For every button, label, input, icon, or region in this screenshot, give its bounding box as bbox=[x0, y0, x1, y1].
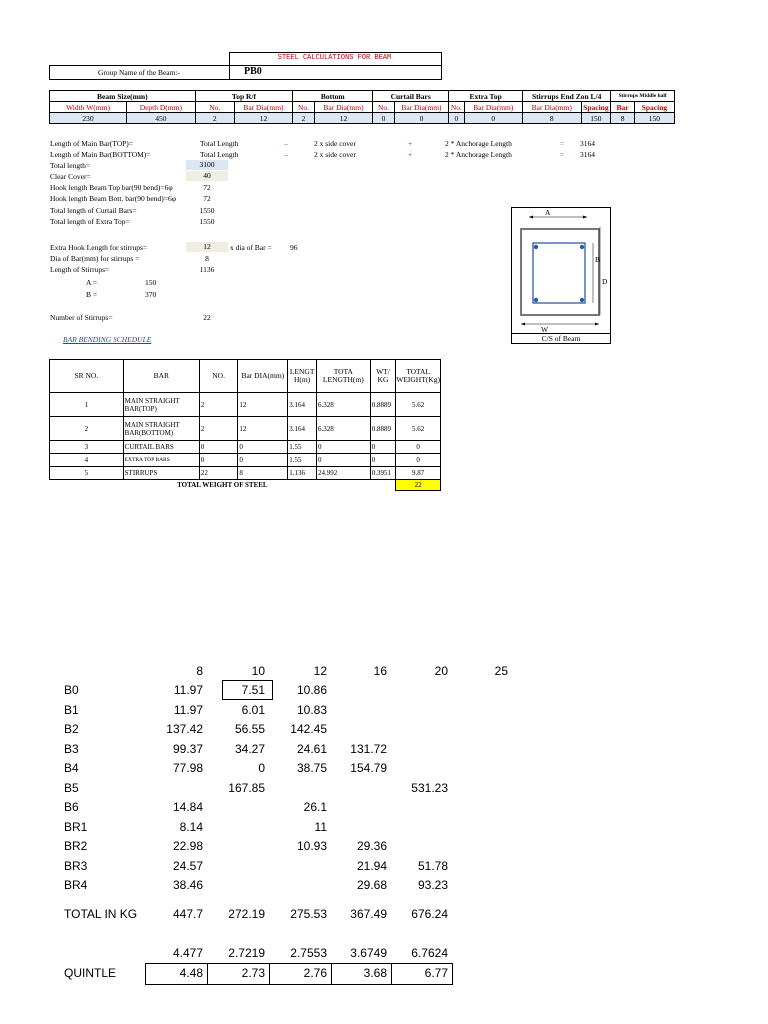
summary-cell: 77.98 bbox=[172, 761, 203, 775]
b-label: B = bbox=[86, 290, 98, 299]
main-top-label: Length of Main Bar(TOP)= bbox=[50, 139, 134, 148]
hook-bott-label: Hook length Beam Bott. bar(90 bend)=6φ bbox=[50, 194, 177, 203]
val-cell[interactable]: 8 bbox=[611, 113, 635, 124]
bbs-cell: 0 bbox=[316, 441, 370, 454]
bbs-cell: 8 bbox=[238, 467, 288, 480]
summary-cell: 21.94 bbox=[356, 858, 387, 873]
len-stirrups-label: Length of Stirrups= bbox=[50, 265, 110, 274]
a-label: A = bbox=[86, 278, 98, 287]
bbs-cell: 0 bbox=[199, 441, 237, 454]
summary-cell: 38.46 bbox=[172, 878, 203, 892]
val-cell[interactable]: 12 bbox=[234, 113, 292, 124]
curtail-label: Total length of Curtail Bars= bbox=[50, 206, 137, 215]
val-cell[interactable]: 0 bbox=[449, 113, 464, 124]
summary-cell: 29.68 bbox=[356, 878, 387, 892]
quintle-raw-cell: 2.7553 bbox=[290, 946, 327, 960]
bbs-total-value: 22 bbox=[396, 480, 441, 491]
table-row bbox=[50, 441, 441, 454]
x-dia-value: 96 bbox=[290, 243, 298, 252]
summary-cell: 10.83 bbox=[296, 702, 327, 717]
val-cell[interactable]: 0 bbox=[373, 113, 395, 124]
table-row bbox=[50, 454, 441, 467]
top-result: 3164 bbox=[580, 139, 595, 148]
val-cell[interactable]: 8 bbox=[523, 113, 581, 124]
side-cover-text: 2 x side cover bbox=[314, 150, 356, 159]
group-value: PB0 bbox=[244, 66, 262, 77]
row-label-b5: B5 bbox=[64, 780, 79, 795]
summary-cell: 6.01 bbox=[241, 702, 265, 717]
summary-cell: 10.86 bbox=[296, 683, 327, 697]
minus-sign: – bbox=[284, 150, 288, 159]
hook-top-value: 72 bbox=[203, 183, 211, 192]
bbs-cell: 0 bbox=[316, 454, 370, 467]
total-cell: 367.49 bbox=[350, 907, 387, 921]
bbs-cell: 0.3951 bbox=[370, 467, 396, 480]
beam-spec-table bbox=[49, 90, 675, 124]
sub-cell: No. bbox=[195, 102, 234, 113]
bbs-cell: 5.62 bbox=[396, 393, 441, 417]
quintle-cell: 6.77 bbox=[424, 966, 448, 980]
quintle-cell: 2.76 bbox=[303, 966, 327, 980]
bbs-cell: 3.164 bbox=[288, 393, 317, 417]
total-cell: 447.7 bbox=[172, 907, 203, 921]
dim-w-label: W bbox=[541, 325, 549, 334]
summary-cell: 167.85 bbox=[228, 780, 265, 795]
bbs-cell: MAIN STRAIGHT BAR(BOTTOM) bbox=[123, 417, 199, 441]
num-stirrups-label: Number of Stirrups= bbox=[50, 313, 113, 322]
dia-header: 25 bbox=[494, 664, 508, 678]
quintle-label: QUINTLE bbox=[64, 966, 117, 980]
equals-sign: = bbox=[560, 139, 565, 148]
bbs-cell: 0.8889 bbox=[370, 393, 396, 417]
sub-cell: No. bbox=[449, 102, 464, 113]
bbs-cell: 3.164 bbox=[288, 417, 317, 441]
bbs-cell: 5 bbox=[50, 467, 124, 480]
val-cell[interactable]: 150 bbox=[634, 113, 674, 124]
sub-cell: Bar bbox=[611, 102, 635, 113]
total-cell: 676.24 bbox=[411, 907, 448, 921]
sub-cell: Bar Dia(mm) bbox=[523, 102, 581, 113]
main-bottom-label: Length of Main Bar(BOTTOM)= bbox=[50, 150, 151, 159]
hdr-extra-top: Extra Top bbox=[449, 91, 523, 102]
summary-cell: 0 bbox=[258, 761, 265, 775]
extra-hook-value[interactable]: 12 bbox=[186, 242, 228, 252]
summary-cell: 51.78 bbox=[417, 858, 448, 873]
hdr-beam-size: Beam Size(mm) bbox=[50, 91, 196, 102]
summary-cell: 34.27 bbox=[234, 741, 265, 756]
clear-cover-value[interactable]: 40 bbox=[186, 171, 228, 181]
a-value: 150 bbox=[145, 278, 157, 287]
bbs-cell: 2 bbox=[199, 417, 237, 441]
bbs-cell: STIRRUPS bbox=[123, 467, 199, 480]
val-cell[interactable]: 450 bbox=[126, 113, 195, 124]
total-length-text: Total Length bbox=[200, 150, 239, 159]
bbs-header: LENGT H(m) bbox=[288, 360, 317, 393]
val-cell[interactable]: 150 bbox=[581, 113, 611, 124]
total-length-label: Total length= bbox=[50, 161, 91, 170]
anchorage-text: 2 * Anchorage Length bbox=[445, 150, 512, 159]
bbs-cell: CURTAIL BARS bbox=[123, 441, 199, 454]
bbs-cell: 1.55 bbox=[288, 441, 317, 454]
plus-sign: + bbox=[408, 150, 413, 159]
anchorage-text: 2 * Anchorage Length bbox=[445, 139, 512, 148]
clear-cover-label: Clear Cover= bbox=[50, 172, 91, 181]
extra-top-value: 1550 bbox=[199, 217, 215, 226]
bbs-cell: 12 bbox=[238, 417, 288, 441]
row-label-br1: BR1 bbox=[64, 819, 88, 834]
summary-cell: 154.79 bbox=[350, 761, 387, 775]
total-length-text: Total Length bbox=[200, 139, 239, 148]
bbs-cell: 3 bbox=[50, 441, 124, 454]
bbs-header: SR NO. bbox=[50, 360, 124, 393]
bbs-header: WT/ KG bbox=[370, 360, 396, 393]
minus-sign: – bbox=[284, 139, 288, 148]
summary-cell: 93.23 bbox=[417, 878, 448, 892]
summary-cell: 24.61 bbox=[296, 741, 327, 756]
table-row bbox=[50, 417, 441, 441]
bbs-cell: 1.55 bbox=[288, 454, 317, 467]
summary-cell: 56.55 bbox=[234, 722, 265, 736]
summary-cell: 7.51 bbox=[241, 683, 265, 697]
quintle-raw-cell: 6.7624 bbox=[411, 946, 448, 960]
summary-cell: 11.97 bbox=[173, 683, 203, 697]
bbs-total-label: TOTAL WEIGHT OF STEEL bbox=[50, 480, 396, 491]
curtail-value: 1550 bbox=[199, 206, 215, 215]
sub-cell: Depth D(mm) bbox=[126, 102, 195, 113]
total-label: TOTAL IN KG bbox=[64, 907, 138, 921]
table-row bbox=[50, 467, 441, 480]
summary-cell: 29.36 bbox=[356, 839, 387, 853]
bbs-header: BAR bbox=[123, 360, 199, 393]
sub-cell: Width W(mm) bbox=[50, 102, 127, 113]
bbs-cell: 2 bbox=[50, 417, 124, 441]
bbs-cell: 0 bbox=[396, 441, 441, 454]
bottom-result: 3164 bbox=[580, 150, 595, 159]
bbs-cell: 24.992 bbox=[316, 467, 370, 480]
summary-cell: 38.75 bbox=[296, 761, 327, 775]
bbs-cell: 6.328 bbox=[316, 417, 370, 441]
num-stirrups-value: 22 bbox=[203, 313, 211, 322]
bbs-header: TOTA LENGTH(m) bbox=[316, 360, 370, 393]
summary-cell: 22.98 bbox=[172, 839, 203, 853]
dia-stirrups-value: 8 bbox=[205, 254, 209, 263]
bbs-cell: 0 bbox=[370, 454, 396, 467]
summary-cell: 10.93 bbox=[296, 839, 327, 853]
dia-header: 12 bbox=[313, 664, 327, 678]
dim-b-label: B bbox=[595, 255, 601, 264]
bbs-cell: MAIN STRAIGHT BAR(TOP) bbox=[123, 393, 199, 417]
sub-cell: Bar Dia(mm) bbox=[394, 102, 448, 113]
bbs-cell: 0 bbox=[238, 441, 288, 454]
beam-section-diagram bbox=[511, 207, 611, 344]
hook-bott-value: 72 bbox=[203, 194, 211, 203]
summary-cell: 531.23 bbox=[411, 780, 448, 795]
bbs-header: NO. bbox=[199, 360, 237, 393]
bbs-cell: 0 bbox=[396, 454, 441, 467]
summary-cell: 99.37 bbox=[172, 741, 203, 756]
sub-cell: No. bbox=[293, 102, 315, 113]
total-length-value[interactable]: 3100 bbox=[186, 160, 228, 170]
sub-cell: Bar Dia(mm) bbox=[234, 102, 292, 113]
summary-cell: 8.14 bbox=[179, 819, 203, 834]
summary-cell: 131.72 bbox=[350, 741, 387, 756]
hook-top-label: Hook length Beam Top bar(90 bend)=6φ bbox=[50, 183, 173, 192]
row-label-br4: BR4 bbox=[64, 878, 88, 892]
quintle-divider bbox=[269, 964, 270, 984]
dim-d-label: D bbox=[602, 277, 608, 286]
row-label-b2: B2 bbox=[64, 722, 79, 736]
dia-header: 20 bbox=[434, 664, 448, 678]
quintle-cell: 4.48 bbox=[179, 966, 203, 980]
quintle-raw-cell: 3.6749 bbox=[350, 946, 387, 960]
bbs-header: TOTAL WEIGHT(Kg) bbox=[396, 360, 441, 393]
group-label: Group Name of the Beam:- bbox=[97, 68, 181, 77]
summary-cell: 142.45 bbox=[290, 722, 327, 736]
summary-cell: 11 bbox=[314, 819, 327, 834]
quintle-cell: 3.68 bbox=[363, 966, 387, 980]
bbs-cell: 5.62 bbox=[396, 417, 441, 441]
highlight-box bbox=[222, 680, 273, 700]
row-label-br2: BR2 bbox=[64, 839, 88, 853]
bbs-cell: 0 bbox=[238, 454, 288, 467]
bbs-cell: 1 bbox=[50, 393, 124, 417]
dia-header: 16 bbox=[373, 664, 387, 678]
bbs-cell: 1.136 bbox=[288, 467, 317, 480]
sub-cell: Bar Dia(mm) bbox=[314, 102, 372, 113]
hdr-stirrups-end: Stirrups End Zon L/4 bbox=[523, 91, 611, 102]
dia-header: 10 bbox=[251, 664, 265, 678]
sub-cell: Bar Dia(mm) bbox=[464, 102, 522, 113]
bbs-table bbox=[49, 359, 441, 491]
bbs-cell: 4 bbox=[50, 454, 124, 467]
summary-cell: 14.84 bbox=[172, 800, 203, 814]
hdr-bottom: Bottom bbox=[293, 91, 373, 102]
quintle-cell: 2.73 bbox=[241, 966, 265, 980]
hdr-stirrups-mid: Stirrups Middle half bbox=[611, 91, 675, 102]
row-label-b0: B0 bbox=[64, 683, 79, 697]
bbs-cell: EXTRA TOP BARS bbox=[123, 454, 199, 467]
val-cell[interactable]: 0 bbox=[464, 113, 522, 124]
summary-cell: 11.97 bbox=[173, 702, 203, 717]
total-cell: 275.53 bbox=[290, 907, 327, 921]
row-label-b4: B4 bbox=[64, 761, 79, 775]
row-label-b1: B1 bbox=[64, 702, 79, 717]
title: STEEL CALCULATIONS FOR BEAM bbox=[277, 54, 392, 62]
bbs-header: Bar DIA(mm) bbox=[238, 360, 288, 393]
bbs-cell: 0 bbox=[370, 441, 396, 454]
extra-hook-label: Extra Hook Length for stirrups= bbox=[50, 243, 148, 252]
row-label-br3: BR3 bbox=[64, 858, 88, 873]
beam-section-svg bbox=[511, 207, 611, 344]
bbs-cell: 9.87 bbox=[396, 467, 441, 480]
hdr-top-rf: Top R/f bbox=[195, 91, 292, 102]
len-stirrups-value: 1136 bbox=[199, 265, 215, 274]
hdr-curtail: Curtail Bars bbox=[373, 91, 449, 102]
bbs-link[interactable]: BAR BENDING SCHEDULE bbox=[63, 335, 152, 344]
section-caption: C/S of Beam bbox=[541, 334, 581, 343]
summary-cell: 26.1 bbox=[303, 800, 327, 814]
dim-a-label: A bbox=[545, 208, 551, 217]
quintle-divider bbox=[331, 964, 332, 984]
plus-sign: + bbox=[408, 139, 413, 148]
sub-cell: Spacing bbox=[634, 102, 674, 113]
bbs-cell: 6.328 bbox=[316, 393, 370, 417]
bbs-cell: 12 bbox=[238, 393, 288, 417]
bbs-cell: 2 bbox=[199, 393, 237, 417]
row-label-b3: B3 bbox=[64, 741, 79, 756]
summary-cell: 24.57 bbox=[172, 858, 203, 873]
bbs-cell: 22 bbox=[199, 467, 237, 480]
equals-sign: = bbox=[560, 150, 565, 159]
val-cell[interactable]: 230 bbox=[50, 113, 127, 124]
summary-cell: 137.42 bbox=[166, 722, 203, 736]
quintle-raw-cell: 2.7219 bbox=[228, 946, 265, 960]
row-label-b6: B6 bbox=[64, 800, 79, 814]
val-cell[interactable]: 12 bbox=[314, 113, 372, 124]
quintle-divider bbox=[391, 964, 392, 984]
dia-stirrups-label: Dia of Bar(mm) for stirrups = bbox=[50, 254, 140, 263]
dia-header: 8 bbox=[196, 664, 203, 678]
bbs-cell: 0 bbox=[199, 454, 237, 467]
quintle-raw-cell: 4.477 bbox=[172, 946, 203, 960]
val-cell[interactable]: 2 bbox=[195, 113, 234, 124]
side-cover-text: 2 x side cover bbox=[314, 139, 356, 148]
b-value: 370 bbox=[145, 290, 157, 299]
val-cell[interactable]: 0 bbox=[394, 113, 448, 124]
bbs-cell: 0.8889 bbox=[370, 417, 396, 441]
total-cell: 272.19 bbox=[228, 907, 265, 921]
x-dia-label: x dia of Bar = bbox=[230, 243, 272, 252]
sub-cell: Spacing bbox=[581, 102, 611, 113]
quintle-divider bbox=[207, 964, 208, 984]
table-row bbox=[50, 393, 441, 417]
extra-top-label: Total length of Extra Top= bbox=[50, 217, 130, 226]
val-cell[interactable]: 2 bbox=[293, 113, 315, 124]
sub-cell: No. bbox=[373, 102, 395, 113]
